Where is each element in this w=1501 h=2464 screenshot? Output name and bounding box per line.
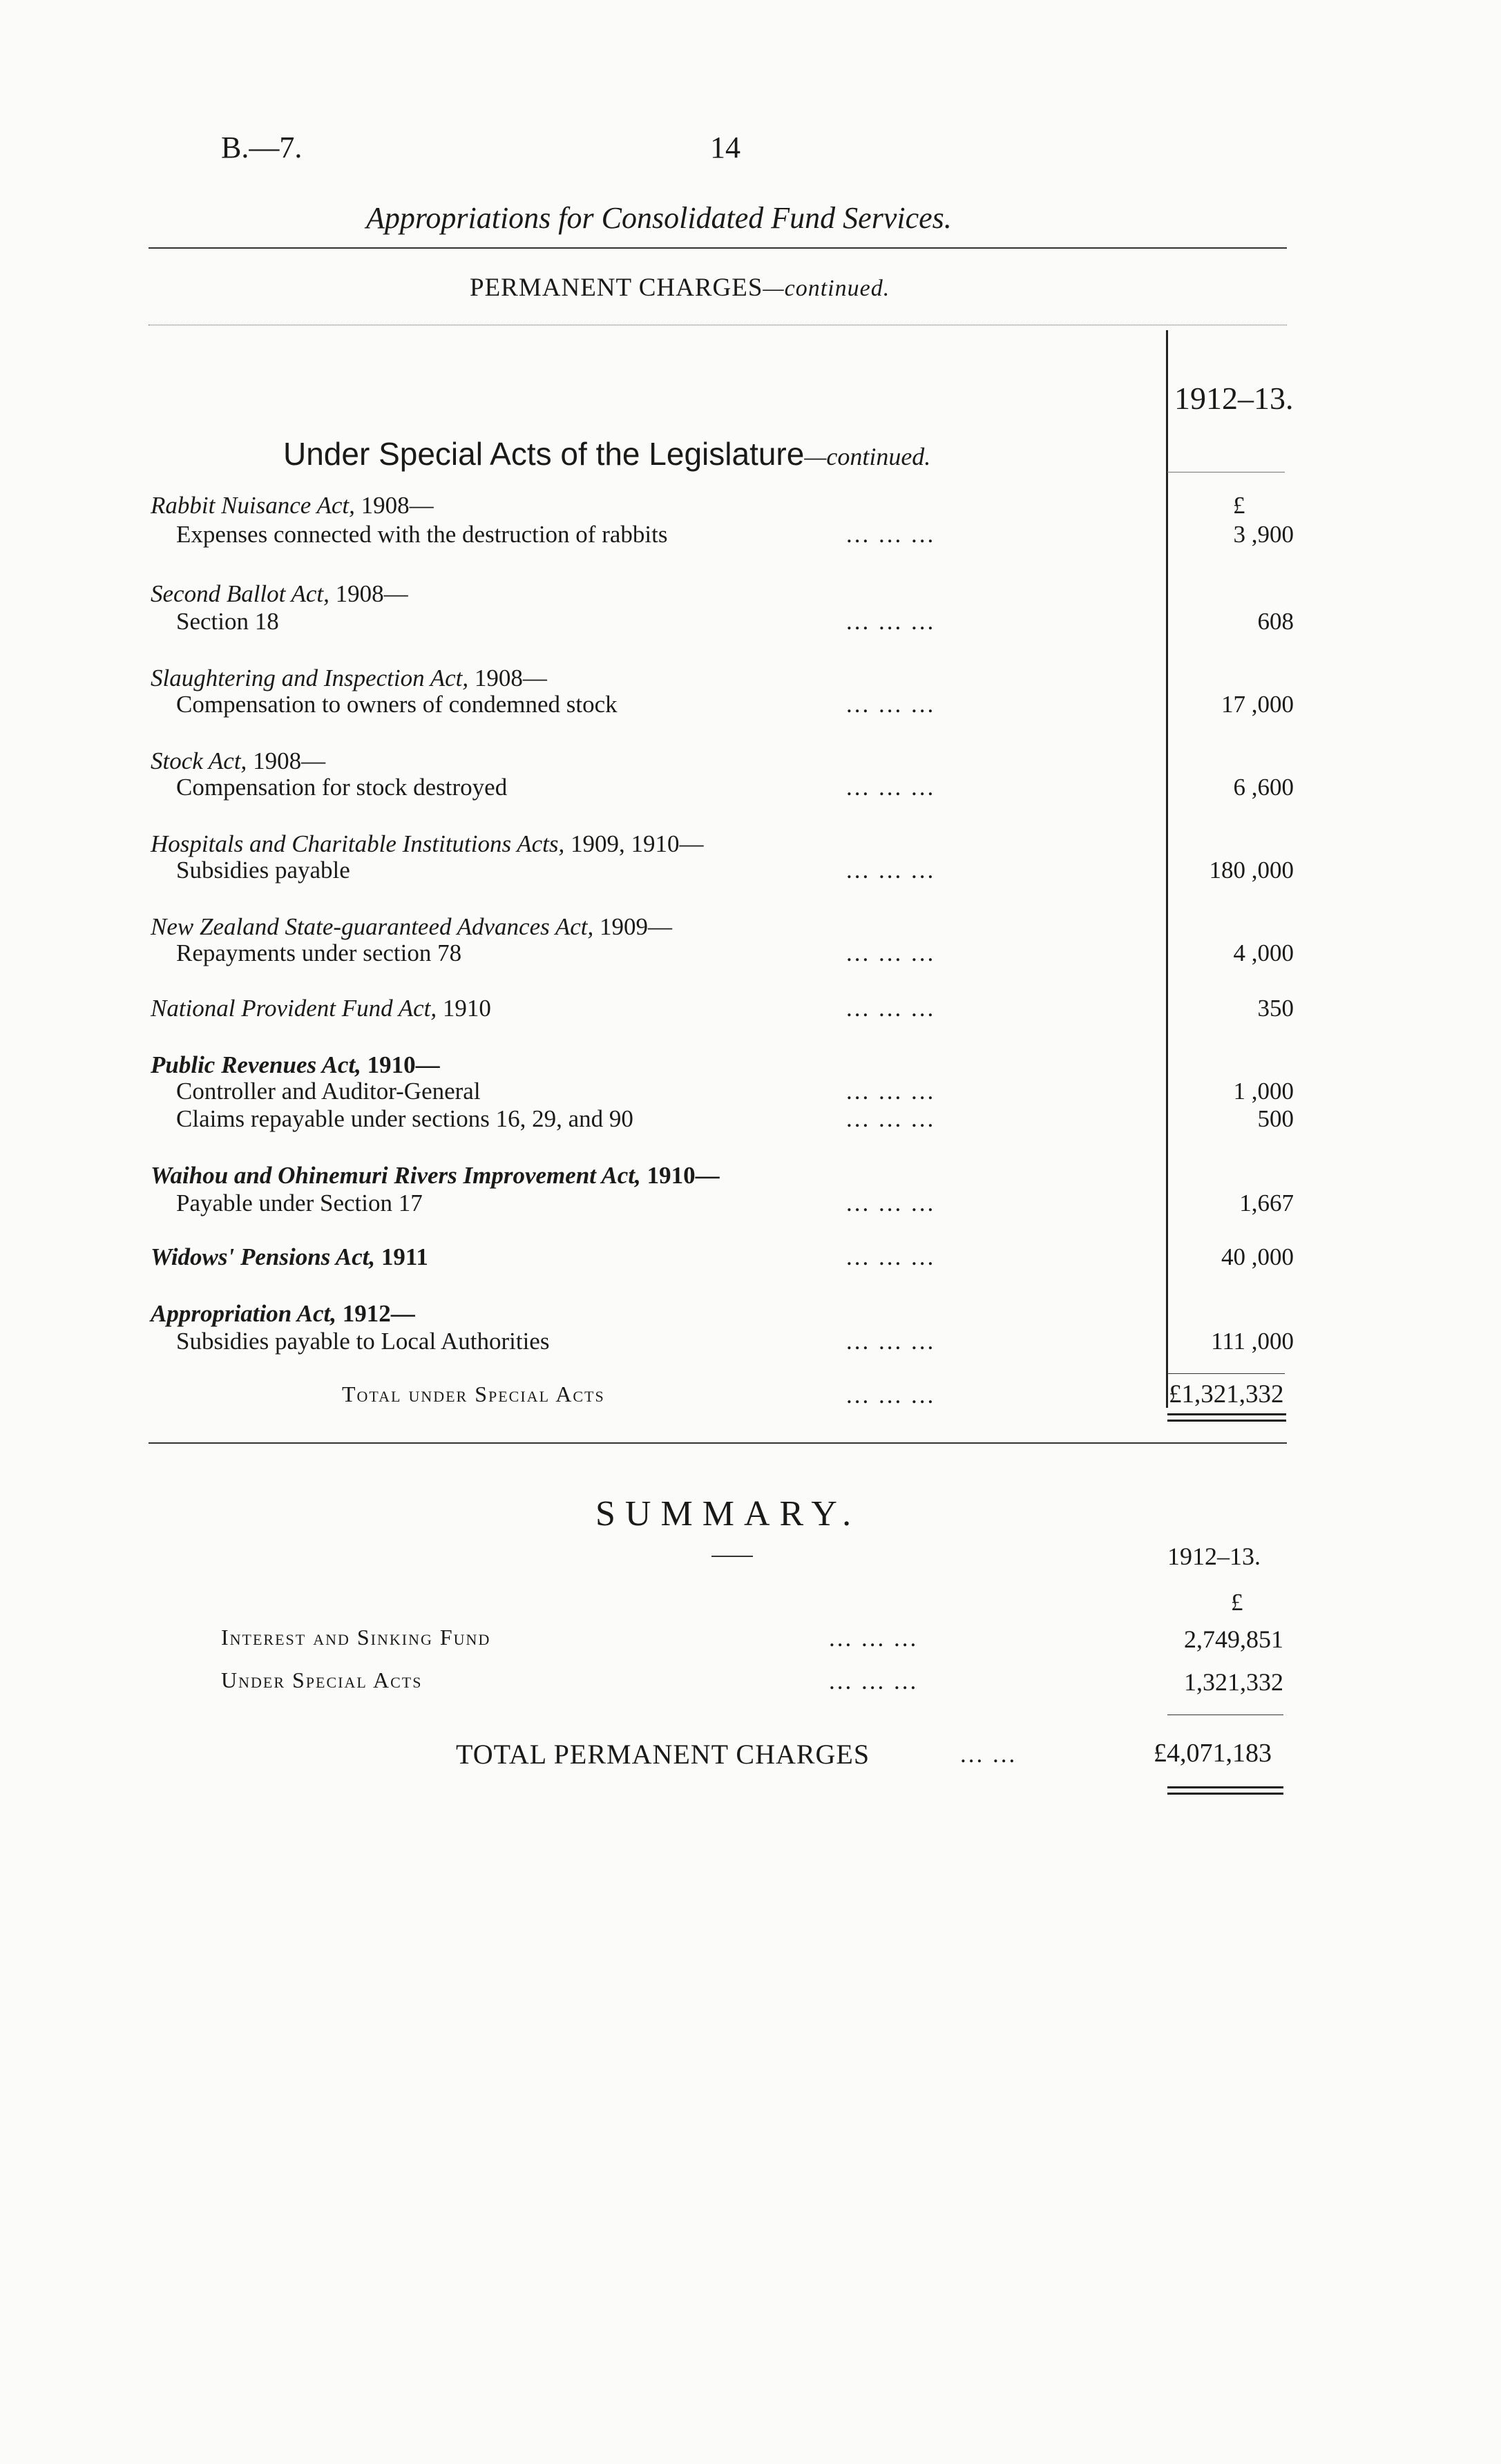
amount: 40 ,000 bbox=[1221, 1243, 1294, 1270]
act-name: Hospitals and Charitable Institutions Acts, bbox=[151, 830, 565, 857]
leader-dots: ... ... ... bbox=[846, 691, 936, 718]
act-year: 1908— bbox=[361, 492, 434, 519]
act-year: 1909, 1910— bbox=[571, 830, 704, 857]
amount: 3 ,900 bbox=[1233, 521, 1294, 548]
act-name: Appropriation Act, bbox=[151, 1300, 337, 1327]
amount: 180 ,000 bbox=[1209, 857, 1294, 884]
act-year: 1911 bbox=[381, 1243, 428, 1270]
leader-dots: ... ... ... bbox=[846, 521, 936, 548]
page-title: Appropriations for Consolidated Fund Services. bbox=[366, 201, 952, 235]
year-column-header: 1912–13. bbox=[1174, 381, 1294, 416]
summary-row-label: Interest and Sinking Fund bbox=[221, 1625, 491, 1650]
leader-dots: ... ... ... bbox=[846, 1382, 936, 1408]
line-item: Expenses connected with the destruction of rabbits bbox=[176, 521, 668, 548]
act-title bbox=[151, 913, 672, 941]
act-year: 1908— bbox=[474, 665, 547, 691]
section-heading-suffix: —continued. bbox=[804, 443, 931, 470]
amount: 608 bbox=[1257, 608, 1294, 635]
total-label: Total under Special Acts bbox=[342, 1382, 605, 1406]
act-title bbox=[151, 1162, 720, 1190]
line-item: Controller and Auditor-General bbox=[176, 1078, 481, 1105]
summary-row-amount: 1,321,332 bbox=[1184, 1668, 1283, 1696]
act-year: 1910— bbox=[647, 1162, 720, 1189]
act-title bbox=[151, 747, 325, 775]
summary-currency-symbol: £ bbox=[1231, 1589, 1243, 1616]
amount-column-divider bbox=[1166, 330, 1168, 1408]
line-item: Subsidies payable bbox=[176, 857, 350, 884]
summary-title: SUMMARY. bbox=[595, 1494, 861, 1534]
act-name: Public Revenues Act, bbox=[151, 1051, 361, 1078]
act-year: 1910— bbox=[367, 1051, 440, 1078]
total-double-rule bbox=[1167, 1413, 1286, 1422]
leader-dots: ... ... ... bbox=[846, 1190, 936, 1216]
amount: 1,667 bbox=[1239, 1190, 1294, 1216]
act-title bbox=[151, 580, 408, 608]
amount: 17 ,000 bbox=[1221, 691, 1294, 718]
act-name: Waihou and Ohinemuri Rivers Improvement Act, bbox=[151, 1162, 641, 1189]
act-title bbox=[151, 665, 547, 692]
act-year: 1912— bbox=[342, 1300, 415, 1327]
total-amount: £1,321,332 bbox=[1169, 1380, 1284, 1408]
currency-symbol: £ bbox=[1233, 492, 1245, 519]
line-item: Claims repayable under sections 16, 29, and 90 bbox=[176, 1105, 633, 1132]
act-name: Slaughtering and Inspection Act, bbox=[151, 665, 469, 691]
act-year: 1910 bbox=[442, 995, 491, 1022]
act-name: Stock Act, bbox=[151, 747, 247, 774]
act-title bbox=[151, 1243, 428, 1271]
table-bottom-rule bbox=[149, 1442, 1287, 1444]
act-year: 1908— bbox=[253, 747, 326, 774]
subtitle-main: PERMANENT CHARGES bbox=[470, 274, 763, 302]
leader-dots: ... ... ... bbox=[846, 608, 936, 635]
act-title bbox=[151, 1051, 440, 1079]
leader-dots: ... ... ... bbox=[829, 1625, 919, 1652]
act-title bbox=[151, 995, 491, 1022]
line-item: Compensation for stock destroyed bbox=[176, 774, 508, 801]
grand-total-amount: £4,071,183 bbox=[1154, 1739, 1272, 1768]
act-title bbox=[151, 492, 434, 519]
leader-dots: ... ... ... bbox=[846, 939, 936, 966]
act-name: Widows' Pensions Act, bbox=[151, 1243, 376, 1270]
summary-row-label: Under Special Acts bbox=[221, 1668, 423, 1692]
line-item: Compensation to owners of condemned stock bbox=[176, 691, 618, 718]
leader-dots: ... ... bbox=[960, 1741, 1017, 1768]
line-item: Subsidies payable to Local Authorities bbox=[176, 1328, 550, 1355]
leader-dots: ... ... ... bbox=[846, 1078, 936, 1105]
leader-dots: ... ... ... bbox=[846, 774, 936, 801]
act-title bbox=[151, 1300, 415, 1328]
page-number: 14 bbox=[710, 131, 740, 164]
grand-total-double-rule bbox=[1167, 1786, 1283, 1795]
amount: 111 ,000 bbox=[1211, 1328, 1294, 1355]
leader-dots: ... ... ... bbox=[846, 857, 936, 884]
total-top-rule bbox=[1167, 1373, 1285, 1374]
summary-year-header: 1912–13. bbox=[1167, 1543, 1261, 1570]
act-year: 1908— bbox=[335, 580, 408, 607]
leader-dots: ... ... ... bbox=[846, 1105, 936, 1132]
line-item: Repayments under section 78 bbox=[176, 939, 462, 966]
act-name: Second Ballot Act, bbox=[151, 580, 329, 607]
line-item: Payable under Section 17 bbox=[176, 1190, 423, 1216]
act-title bbox=[151, 830, 704, 858]
leader-dots: ... ... ... bbox=[829, 1668, 919, 1694]
summary-row-amount: 2,749,851 bbox=[1184, 1625, 1283, 1653]
leader-dots: ... ... ... bbox=[846, 1243, 936, 1270]
act-name: National Provident Fund Act, bbox=[151, 995, 437, 1022]
amount: 6 ,600 bbox=[1233, 774, 1294, 801]
summary-title-rule bbox=[711, 1556, 753, 1557]
grand-total-label: TOTAL PERMANENT CHARGES bbox=[456, 1739, 870, 1770]
act-name: Rabbit Nuisance Act, bbox=[151, 492, 355, 519]
leader-dots: ... ... ... bbox=[846, 995, 936, 1022]
subtitle-suffix: —continued. bbox=[763, 276, 890, 301]
title-rule bbox=[149, 247, 1287, 249]
amount: 4 ,000 bbox=[1233, 939, 1294, 966]
amount: 1 ,000 bbox=[1233, 1078, 1294, 1105]
act-year: 1909— bbox=[599, 913, 672, 940]
section-heading-main: Under Special Acts of the Legislature bbox=[283, 436, 805, 472]
document-reference: B.—7. bbox=[221, 131, 303, 164]
subtitle bbox=[470, 273, 890, 303]
section-heading bbox=[283, 435, 930, 472]
amount: 500 bbox=[1257, 1105, 1294, 1132]
leader-dots: ... ... ... bbox=[846, 1328, 936, 1355]
line-item: Section 18 bbox=[176, 608, 279, 635]
amount: 350 bbox=[1257, 995, 1294, 1022]
act-name: New Zealand State-guaranteed Advances Act, bbox=[151, 913, 594, 940]
